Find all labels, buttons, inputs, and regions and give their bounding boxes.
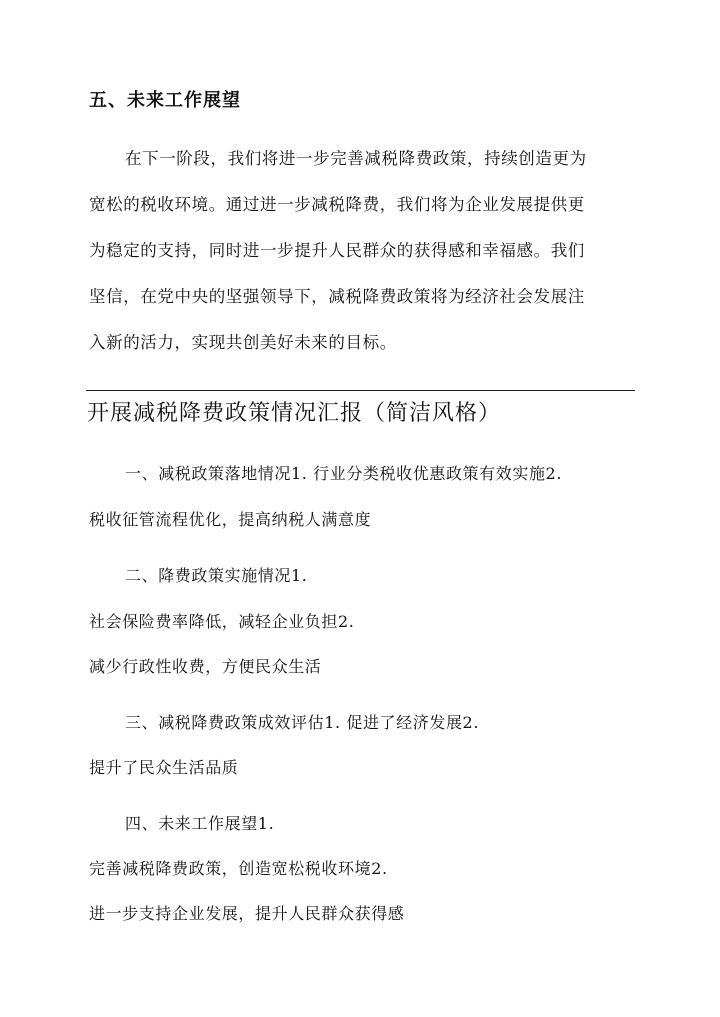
horizontal-divider [86,390,635,391]
summary-item-line: 完善减税降费政策，创造宽松税收环境2. [89,859,388,878]
summary-item-line: 进一步支持企业发展，提升人民群众获得感 [89,904,405,923]
summary-item-heading: 三、减税降费政策成效评估1. 促进了经济发展2. [125,713,480,732]
paragraph-line: 宽松的税收环境。通过进一步减税降费，我们将为企业发展提供更 [89,195,585,214]
summary-item-line: 提升了民众生活品质 [89,758,239,777]
paragraph-line: 在下一阶段，我们将进一步完善减税降费政策，持续创造更为 [125,149,587,168]
report-title: 开展减税降费政策情况汇报（简洁风格） [87,401,502,426]
section-paragraph [89,136,637,366]
paragraph-line: 入新的活力，实现共创美好未来的目标。 [89,333,397,352]
paragraph-line: 为稳定的支持，同时进一步提升人民群众的获得感和幸福感。我们 [89,241,585,260]
summary-item-line: 税收征管流程优化，提高纳税人满意度 [89,510,372,529]
paragraph-line: 坚信，在党中央的坚强领导下，减税降费政策将为经济社会发展注 [89,287,585,306]
summary-item-heading: 二、降费政策实施情况1. [125,566,308,585]
summary-item-heading: 一、减税政策落地情况1. 行业分类税收优惠政策有效实施2. [125,464,563,483]
summary-item-line: 社会保险费率降低，减轻企业负担2. [89,612,355,631]
summary-item-line: 减少行政性收费，方便民众生活 [89,657,322,676]
section-heading: 五、未来工作展望 [89,90,241,111]
summary-item-heading: 四、未来工作展望1. [125,814,275,833]
